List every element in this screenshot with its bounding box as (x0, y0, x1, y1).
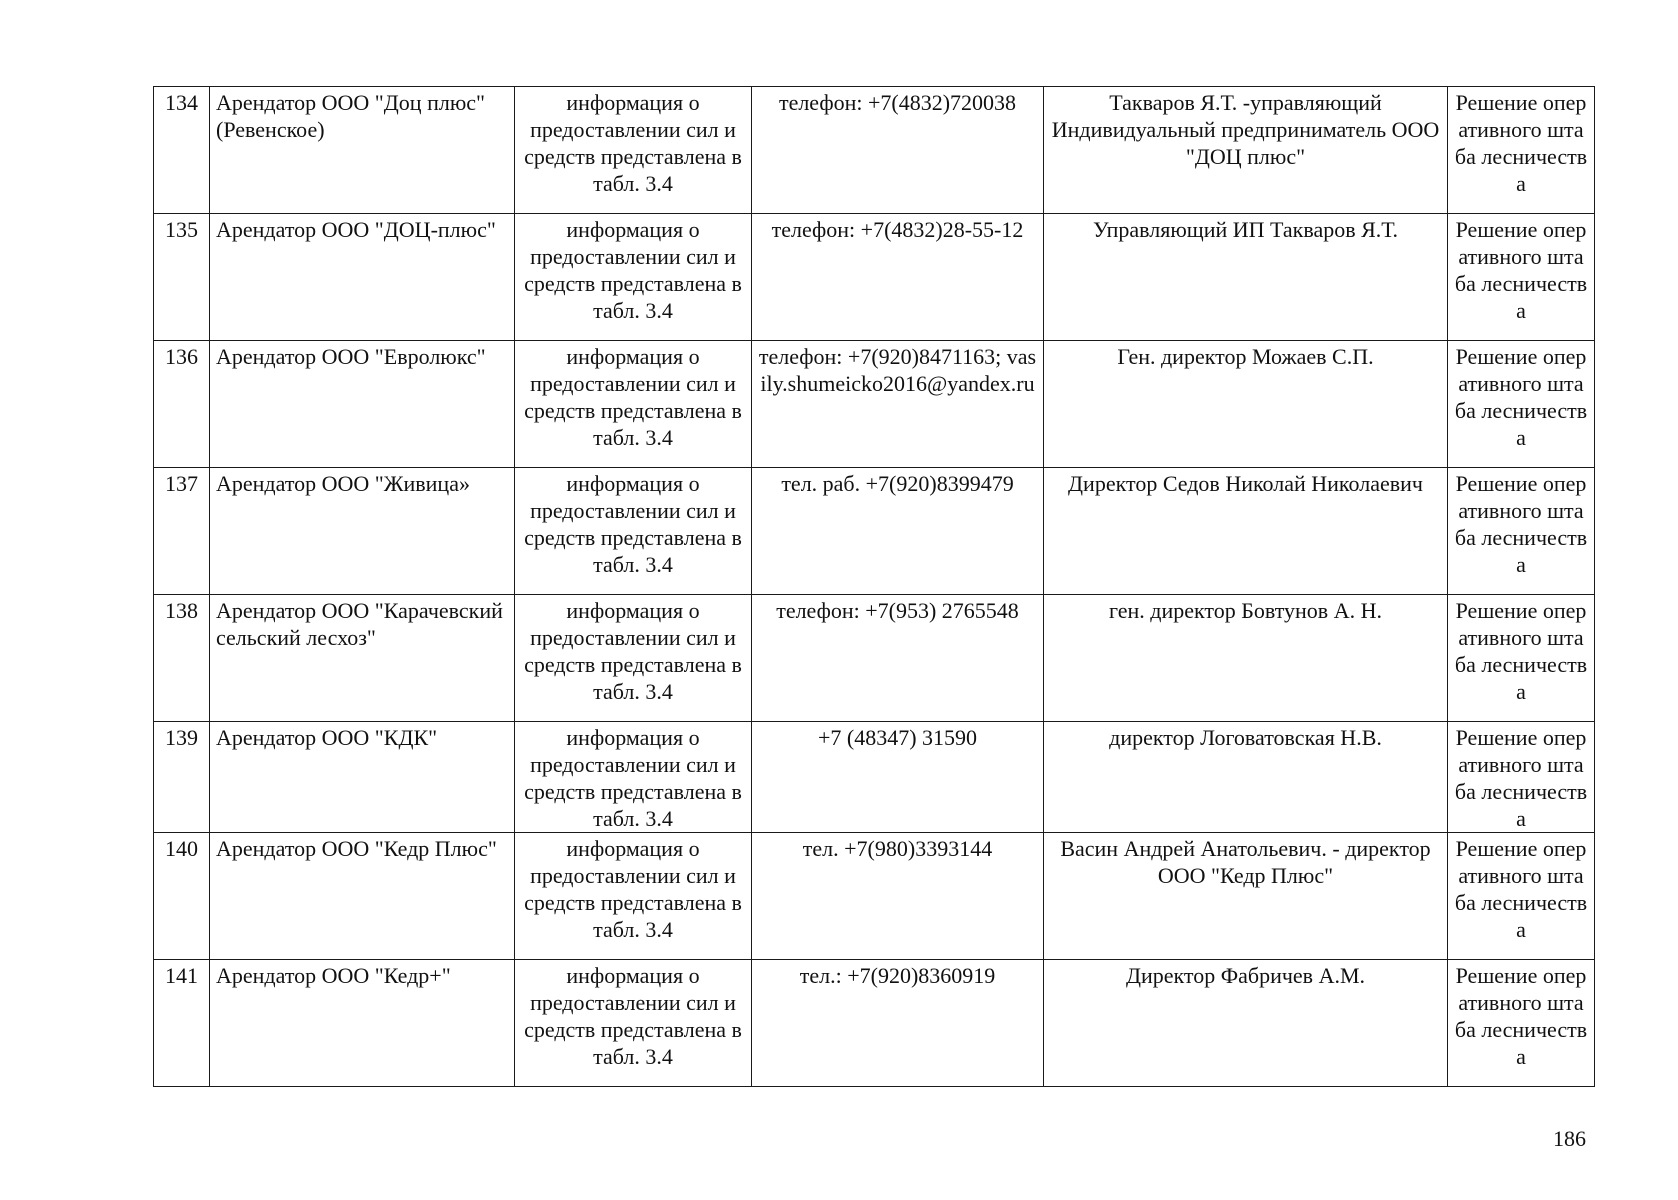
responsible-person: Васин Андрей Анатольевич. - директор ООО "Кедр Плюс" (1044, 833, 1448, 960)
table-row (154, 960, 1595, 1087)
resources-info: информация о предоставлении сил и средств представлена в табл. 3.4 (515, 468, 752, 595)
resources-info: информация о предоставлении сил и средств представлена в табл. 3.4 (515, 833, 752, 960)
responsible-person: Директор Седов Николай Николаевич (1044, 468, 1448, 595)
decision-basis: Решение оперативного штаба лесничества (1448, 341, 1595, 468)
row-number: 134 (154, 87, 210, 214)
contact-info: телефон: +7(4832)28-55-12 (752, 214, 1044, 341)
table-row (154, 468, 1595, 595)
responsible-person: Управляющий ИП Такваров Я.Т. (1044, 214, 1448, 341)
row-number: 138 (154, 595, 210, 722)
tenant-name: Арендатор ООО "Доц плюс" (Ревенское) (210, 87, 515, 214)
tenant-name: Арендатор ООО "Кедр Плюс" (210, 833, 515, 960)
contact-info: тел.: +7(920)8360919 (752, 960, 1044, 1087)
resources-info: информация о предоставлении сил и средств представлена в табл. 3.4 (515, 341, 752, 468)
contact-info: телефон: +7(4832)720038 (752, 87, 1044, 214)
tenant-name: Арендатор ООО "Живица» (210, 468, 515, 595)
table-row (154, 833, 1595, 960)
contact-info: телефон: +7(953) 2765548 (752, 595, 1044, 722)
responsible-person: директор Логоватовская Н.В. (1044, 722, 1448, 833)
table-row (154, 341, 1595, 468)
table-row (154, 214, 1595, 341)
contact-info: тел. раб. +7(920)8399479 (752, 468, 1044, 595)
responsible-person: ген. директор Бовтунов А. Н. (1044, 595, 1448, 722)
decision-basis: Решение оперативного штаба лесничества (1448, 722, 1595, 833)
contact-info: тел. +7(980)3393144 (752, 833, 1044, 960)
decision-basis: Решение оперативного штаба лесничества (1448, 214, 1595, 341)
table-row (154, 595, 1595, 722)
tenant-name: Арендатор ООО "Кедр+" (210, 960, 515, 1087)
responsible-person: Такваров Я.Т. -управляющий Индивидуальный предприниматель ООО "ДОЦ плюс" (1044, 87, 1448, 214)
row-number: 137 (154, 468, 210, 595)
resources-info: информация о предоставлении сил и средств представлена в табл. 3.4 (515, 214, 752, 341)
tenant-name: Арендатор ООО "КДК" (210, 722, 515, 833)
resources-info: информация о предоставлении сил и средств представлена в табл. 3.4 (515, 960, 752, 1087)
responsible-person: Директор Фабричев А.М. (1044, 960, 1448, 1087)
resources-info: информация о предоставлении сил и средств представлена в табл. 3.4 (515, 87, 752, 214)
table-row (154, 722, 1595, 833)
resources-info: информация о предоставлении сил и средств представлена в табл. 3.4 (515, 722, 752, 833)
tenant-name: Арендатор ООО "ДОЦ-плюс" (210, 214, 515, 341)
contact-info: телефон: +7(920)8471163; vasily.shumeicko2016@yandex.ru (752, 341, 1044, 468)
row-number: 139 (154, 722, 210, 833)
decision-basis: Решение оперативного штаба лесничества (1448, 468, 1595, 595)
row-number: 136 (154, 341, 210, 468)
page-number: 186 (1553, 1126, 1586, 1151)
decision-basis: Решение оперативного штаба лесничества (1448, 595, 1595, 722)
decision-basis: Решение оперативного штаба лесничества (1448, 960, 1595, 1087)
tenant-name: Арендатор ООО "Евролюкс" (210, 341, 515, 468)
contact-info: +7 (48347) 31590 (752, 722, 1044, 833)
row-number: 135 (154, 214, 210, 341)
decision-basis: Решение оперативного штаба лесничества (1448, 87, 1595, 214)
row-number: 140 (154, 833, 210, 960)
tenant-name: Арендатор ООО "Карачевский сельский лесхоз" (210, 595, 515, 722)
decision-basis: Решение оперативного штаба лесничества (1448, 833, 1595, 960)
table-row (154, 87, 1595, 214)
tenants-table (153, 86, 1595, 1087)
row-number: 141 (154, 960, 210, 1087)
resources-info: информация о предоставлении сил и средств представлена в табл. 3.4 (515, 595, 752, 722)
responsible-person: Ген. директор Можаев С.П. (1044, 341, 1448, 468)
